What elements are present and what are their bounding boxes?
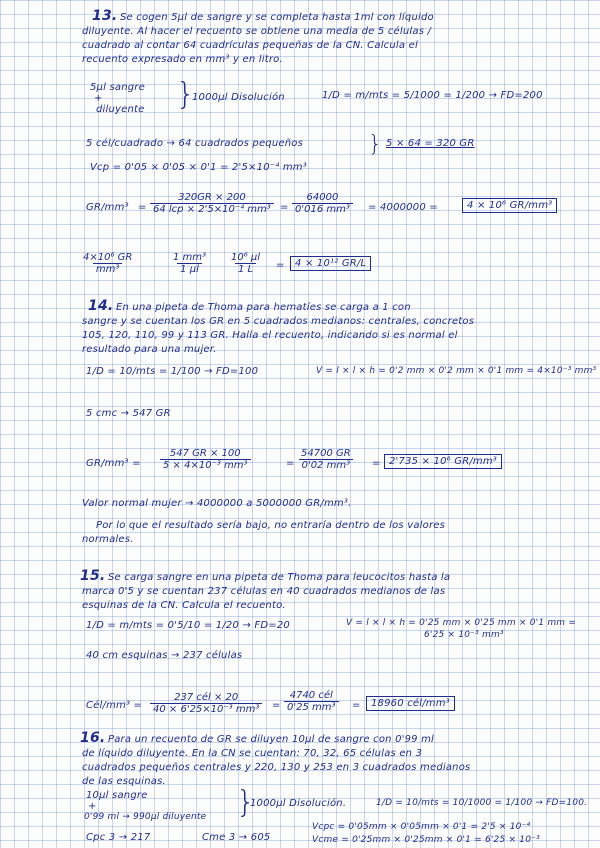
p13-conv-c [228, 252, 263, 275]
p13-conv-b-den: 1 µl [177, 263, 202, 275]
p13-fraction-1 [150, 192, 274, 215]
p13-conv-b [170, 252, 209, 275]
p14-statement-line-1: En una pipeta de Thoma para hematíes se carga a 1 con [116, 302, 411, 313]
p15-volume-line-2: 6'25 × 10⁻³ mm³ [424, 630, 504, 640]
p13-result-box: 4 × 10⁶ GR/mm³ [462, 198, 557, 213]
p16-cpc: Cpc 3 → 217 [86, 832, 151, 843]
p15-statement-line-3: esquinas de la CN. Calcula el recuento. [82, 600, 286, 611]
p15-statement-line-1: Se carga sangre en una pipeta de Thoma para leucocitos hasta la [108, 572, 451, 583]
p14-statement-line-2: sangre y se cuentan los GR en 5 cuadrados medianos: centrales, concretos [82, 316, 475, 327]
p13-fraction-1-den: 64 lcp × 2'5×10⁻⁴ mm³ [150, 203, 274, 215]
p14-cmc: 5 cmc → 547 GR [86, 408, 171, 419]
p15-result-box: 18960 cél/mm³ [366, 696, 455, 711]
p13-conv-c-den: 1 L [235, 263, 256, 275]
p15-fraction-1-num: 237 cél × 20 [174, 692, 239, 703]
problem-number-13: 13. [92, 8, 118, 24]
p13-conv-a-den: mm³ [93, 263, 123, 275]
p13-conv-a-num: 4×10⁶ GR [83, 252, 133, 263]
p14-fd-expression: 1/D = 10/mts = 1/100 → FD=100 [86, 366, 259, 377]
p14-fraction-2 [298, 448, 354, 471]
p16-brace: } [236, 785, 256, 820]
p15-fraction-2-num: 4740 cél [289, 690, 333, 701]
p16-statement-line-3: cuadrados pequeños centrales y 220, 130 y 253 en 3 cuadrados medianos [82, 762, 471, 773]
p14-fraction-1-num: 547 GR × 100 [169, 448, 241, 459]
problem-number-15: 15. [80, 568, 106, 584]
p13-gr-label: GR/mm³ [86, 202, 129, 213]
p16-plus: + [88, 801, 97, 812]
p13-sangre-amount: 5µl sangre [90, 82, 145, 93]
p16-statement-line-2: de líquido diluyente. En la CN se cuentan: 70, 32, 65 células en 3 [82, 748, 423, 759]
p14-fraction-2-num: 54700 GR [301, 448, 351, 459]
p13-statement-line-1: Se cogen 5µl de sangre y se completa hasta 1ml con líquido [120, 12, 434, 23]
p13-equals-1: = [138, 202, 147, 213]
p15-volume-line-1: V = l × l × h = 0'25 mm × 0'25 mm × 0'1 mm = [346, 618, 577, 628]
p13-cells-per-square: 5 cél/cuadrado → 64 cuadrados pequeños [86, 138, 304, 149]
p16-vpc: Vcpc = 0'05mm × 0'05mm × 0'1 = 2'5 × 10⁻⁴ [312, 822, 531, 832]
p16-statement-line-1: Para un recuento de GR se diluyen 10µl de sangre con 0'99 ml [108, 734, 435, 745]
p14-gr-label: GR/mm³ = [86, 458, 141, 469]
p13-statement-line-3: cuadrado al contar 64 cuadrículas pequeñas de la CN. Calcula el [82, 40, 418, 51]
p13-conv-a [80, 252, 135, 275]
p13-conv-result-box: 4 × 10¹² GR/L [290, 256, 371, 271]
p13-equals-2: = [280, 202, 289, 213]
p15-fraction-2-den: 0'25 mm³ [284, 701, 339, 713]
p16-vme: Vcme = 0'25mm × 0'25mm × 0'1 = 6'25 × 10⁻³ [312, 835, 540, 845]
p13-volume: Vcp = 0'05 × 0'05 × 0'1 = 2'5×10⁻⁴ mm³ [90, 162, 307, 173]
p13-dilucion: 1000µl Disolución [192, 92, 285, 103]
p13-diluyente: diluyente [96, 104, 145, 115]
p16-cme: Cme 3 → 605 [202, 832, 271, 843]
p15-cm-count: 40 cm esquinas → 237 células [86, 650, 243, 661]
p15-equals-2: = [352, 700, 361, 711]
p14-normal-range: Valor normal mujer → 4000000 a 5000000 GR/mm³. [82, 498, 352, 509]
p13-conv-c-num: 10⁶ µl [231, 252, 261, 263]
p16-diluyente: 0'99 ml → 990µl diluyente [84, 812, 207, 822]
p13-fraction-2 [292, 192, 353, 215]
p13-fraction-1-num: 320GR × 200 [178, 192, 246, 203]
p14-fraction-1 [160, 448, 251, 471]
p14-fraction-2-den: 0'02 mm³ [299, 459, 354, 471]
p13-conv-equals: = [276, 260, 285, 271]
p15-statement-line-2: marca 0'5 y se cuentan 237 células en 40 cuadrados medianos de las [82, 586, 446, 597]
p14-result-box: 2'735 × 10⁶ GR/mm³ [384, 454, 502, 469]
p13-fd-expression: 1/D = m/mts = 5/1000 = 1/200 → FD=200 [322, 90, 543, 101]
p13-conv-b-num: 1 mm³ [173, 252, 207, 263]
p13-intermediate: = 4000000 = [368, 202, 438, 213]
p15-cel-label: Cél/mm³ = [86, 700, 143, 711]
p15-fd-expression: 1/D = m/mts = 0'5/10 = 1/20 → FD=20 [86, 620, 290, 631]
problem-number-14: 14. [88, 298, 114, 314]
p14-fraction-1-den: 5 × 4×10⁻³ mm³ [160, 459, 251, 471]
p14-volume: V = l × l × h = 0'2 mm × 0'2 mm × 0'1 mm = 4×10⁻³ mm³ [316, 366, 597, 376]
p14-conclusion-line-2: normales. [82, 534, 134, 545]
p14-statement-line-3: 105, 120, 110, 99 y 113 GR. Halla el recuento, indicando si es normal el [82, 330, 458, 341]
p13-brace: } [176, 77, 196, 112]
p15-fraction-1 [150, 692, 262, 715]
p13-statement-line-2: diluyente. Al hacer el recuento se obtiene una media de 5 células / [82, 26, 432, 37]
p16-statement-line-4: de las esquinas. [82, 776, 166, 787]
p13-fraction-2-den: 0'016 mm³ [292, 203, 353, 215]
p13-fraction-2-num: 64000 [306, 192, 339, 203]
p15-fraction-1-den: 40 × 6'25×10⁻³ mm³ [150, 703, 262, 715]
p13-cells-total: 5 × 64 = 320 GR [386, 138, 475, 149]
p13-brace-2: } [368, 132, 382, 157]
p16-fd-expression: 1/D = 10/mts = 10/1000 = 1/100 → FD=100. [376, 798, 588, 808]
p16-sangre-amount: 10µl sangre [86, 790, 148, 801]
p15-equals: = [272, 700, 281, 711]
p14-statement-line-4: resultado para una mujer. [82, 344, 217, 355]
p15-fraction-2 [284, 690, 339, 713]
p14-equals: = [286, 458, 295, 469]
problem-number-16: 16. [80, 730, 106, 746]
p14-conclusion-line-1: Por lo que el resultado sería bajo, no entraría dentro de los valores [96, 520, 446, 531]
p14-equals-2: = [372, 458, 381, 469]
p13-statement-line-4: recuento expresado en mm³ y en litro. [82, 54, 283, 65]
p13-plus: + [94, 93, 103, 104]
p16-dilucion: 1000µl Disolución. [250, 798, 347, 809]
